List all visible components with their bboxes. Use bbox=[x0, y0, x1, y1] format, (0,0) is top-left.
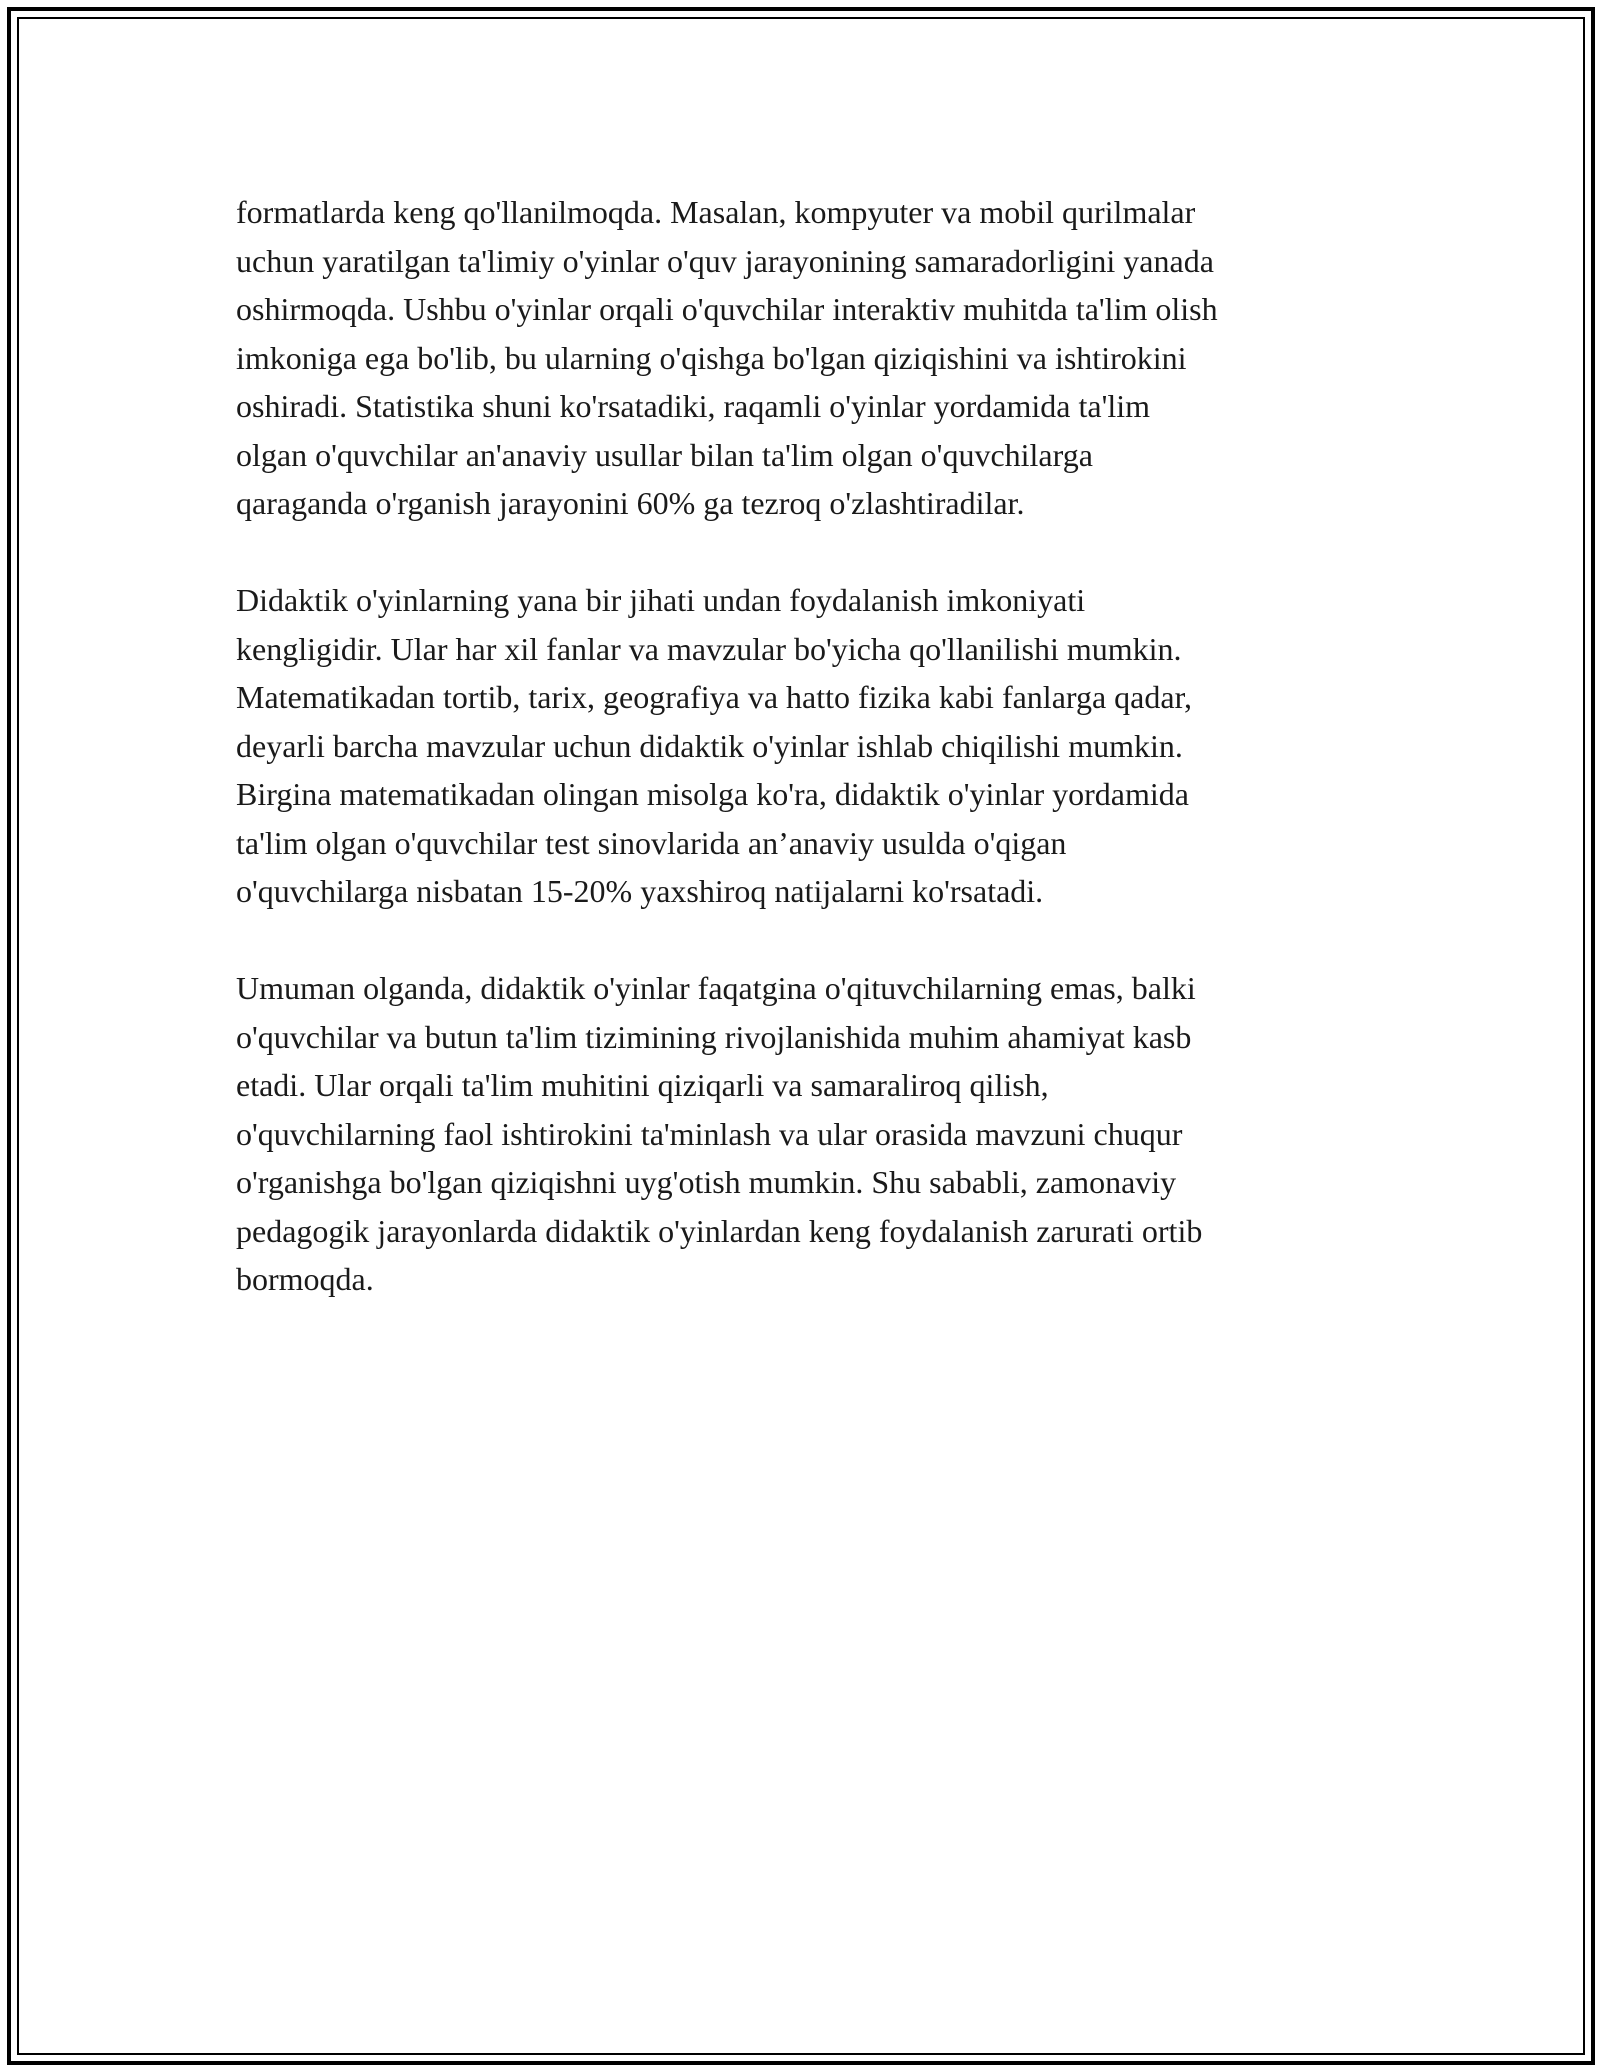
paragraph-line: o'quvchilarga nisbatan 15-20% yaxshiroq natijalarni ko'rsatadi. bbox=[236, 873, 1044, 909]
paragraph-1 bbox=[236, 188, 1366, 528]
paragraph-line: bormoqda. bbox=[236, 1261, 374, 1297]
paragraph-line: o'quvchilar va butun ta'lim tizimining rivojlanishida muhim ahamiyat kasb bbox=[236, 1018, 1192, 1055]
paragraph-2 bbox=[236, 576, 1366, 916]
paragraph-line: Umuman olganda, didaktik o'yinlar faqatgina o'qituvchilarning emas, balki bbox=[236, 970, 1196, 1006]
paragraph-line: qaraganda o'rganish jarayonini 60% ga tezroq o'zlashtiradilar. bbox=[236, 485, 1025, 521]
paragraph-line: o'rganishga bo'lgan qiziqishni uyg'otish mumkin. Shu sababli, zamonaviy bbox=[236, 1164, 1177, 1200]
paragraph-line: Didaktik o'yinlarning yana bir jihati undan foydalanish imkoniyati bbox=[236, 582, 1086, 618]
paragraph-line: Birgina matematikadan olingan misolga ko'ra, didaktik o'yinlar yordamida bbox=[236, 776, 1189, 812]
paragraph-line: etadi. Ular orqali ta'lim muhitini qiziqarli va samaraliroq qilish, bbox=[236, 1067, 1049, 1103]
paragraph-line: o'quvchilarning faol ishtirokini ta'minlash va ular orasida mavzuni chuqur bbox=[236, 1115, 1183, 1152]
paragraph-3 bbox=[236, 964, 1366, 1304]
paragraph-line: Matematikadan tortib, tarix, geografiya va hatto fizika kabi fanlarga qadar, bbox=[236, 679, 1192, 715]
paragraph-line: formatlarda keng qo'llanilmoqda. Masalan, kompyuter va mobil qurilmalar bbox=[236, 194, 1196, 230]
paragraph-line: uchun yaratilgan ta'limiy o'yinlar o'quv jarayonining samaradorligini yanada bbox=[236, 242, 1214, 279]
paragraph-line: deyarli barcha mavzular uchun didaktik o'yinlar ishlab chiqilishi mumkin. bbox=[236, 727, 1183, 764]
paragraph-line: olgan o'quvchilar an'anaviy usullar bilan ta'lim olgan o'quvchilarga bbox=[236, 436, 1093, 473]
paragraph-line: pedagogik jarayonlarda didaktik o'yinlardan keng foydalanish zarurati ortib bbox=[236, 1212, 1203, 1249]
paragraph-line: kengligidir. Ular har xil fanlar va mavzular bo'yicha qo'llanilishi mumkin. bbox=[236, 630, 1182, 667]
paragraph-line: ta'lim olgan o'quvchilar test sinovlarida an’anaviy usulda o'qigan bbox=[236, 824, 1067, 861]
document-body bbox=[236, 188, 1366, 1352]
paragraph-line: oshirmoqda. Ushbu o'yinlar orqali o'quvchilar interaktiv muhitda ta'lim olish bbox=[236, 291, 1218, 327]
paragraph-line: oshiradi. Statistika shuni ko'rsatadiki, raqamli o'yinlar yordamida ta'lim bbox=[236, 388, 1151, 424]
paragraph-line: imkoniga ega bo'lib, bu ularning o'qishga bo'lgan qiziqishini va ishtirokini bbox=[236, 339, 1187, 376]
